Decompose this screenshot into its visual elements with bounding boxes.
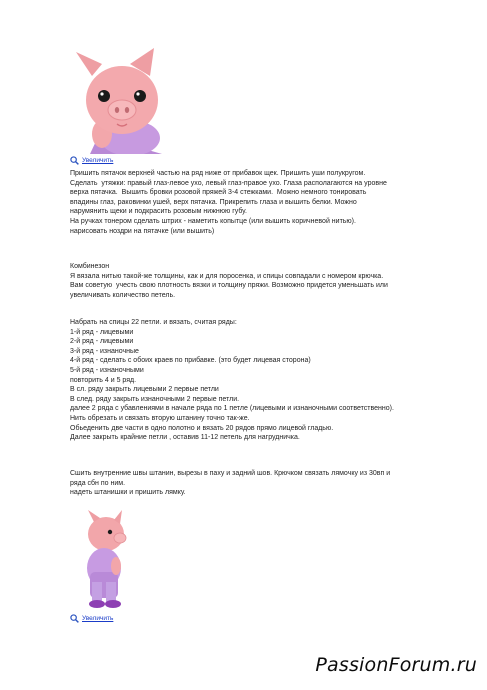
text-line: увеличивать количество петель. (70, 291, 176, 299)
text-line: ряда сбн по ним. (70, 479, 126, 487)
text-line: 3-й ряд - изнаночные (70, 347, 139, 355)
enlarge-link-label[interactable]: Увеличить (82, 157, 114, 164)
text-line: далее 2 ряда с убавлениями в начале ряда по 1 петле (лицевыми и изнаночными соответственно). (70, 405, 394, 413)
text-line: Пришить пятачок верхней частью на ряд ниже от прибавок щек. Пришить уши полукругом. (70, 170, 366, 177)
text-line: нарисовать ноздри на пятачке (или вышить) (70, 227, 215, 235)
enlarge-link-bottom[interactable] (70, 614, 113, 623)
text-line: повторить 4 и 5 ряд. (70, 376, 137, 384)
text-line: Я вязала нитью такой-же толщины, как и для поросенка, и спицы совпадали с номером крючка. (70, 272, 384, 280)
text-line: надеть штанишки и пришить лямку. (70, 489, 186, 497)
text-line: В след. ряду закрыть изнаночными 2 первые петли. (70, 395, 240, 403)
site-watermark: PassionForum.ru (315, 654, 477, 676)
text-line: На ручках тонером сделать штрих - наметить копытце (или вышить коричневой нитью). (70, 217, 356, 225)
enlarge-link-top[interactable] (70, 156, 113, 165)
magnifier-icon (70, 614, 79, 623)
knitting-rows-instructions (70, 318, 465, 443)
text-line: 4-й ряд - сделать с обоих краев по прибавке. (это будет лицевая сторона) (70, 357, 311, 365)
text-line: В сл. ряду закрыть лицевыми 2 первые петли (70, 386, 219, 394)
text-line: впадины глаз, раковинки ушей, верх пятачка. Прикрепить глаза и вышить белки. Можно (70, 198, 357, 206)
magnifier-icon (70, 156, 79, 165)
section-title: Комбинезон (70, 263, 110, 270)
text-line: Нить обрезать и связать вторую штанину точно так-же. (70, 414, 250, 422)
text-line: 5-й ряд - изнаночными (70, 366, 144, 374)
text-line: нарумянить щеки и подкрасить розовым нижнюю губу. (70, 208, 247, 216)
text-line: Сделать утяжки: правый глаз-левое ухо, левый глаз-правое ухо. Глаза располагаются на уровне (70, 179, 387, 187)
text-line: 1-й ряд - лицевыми (70, 328, 134, 336)
text-line: Набрать на спицы 22 петли. и вязать, считая ряды: (70, 319, 237, 326)
text-line: Вам советую учесть свою плотность вязки и толщину пряжи. Возможно придется уменьшать или (70, 282, 388, 290)
pig-head-photo (70, 38, 162, 154)
pig-overalls-photo (70, 508, 136, 612)
eyes-and-face-instructions (70, 169, 465, 236)
text-line: 2-й ряд - лицевыми (70, 338, 134, 346)
text-line: верха пятачка. Вышить бровки розовой пряжей 3-4 стежками. Можно немного тонировать (70, 189, 367, 197)
text-line: Обьеденить две части в одно полотно и вязать 20 рядов прямо лицевой гладью. (70, 424, 334, 432)
assembly-instructions (70, 469, 465, 498)
enlarge-link-label[interactable]: Увеличить (82, 615, 114, 622)
overalls-intro (70, 262, 465, 300)
text-line: Далее закрыть крайние петли , оставив 11-12 петель для нагрудничка. (70, 434, 300, 442)
text-line: Сшить внутренние швы штанин, вырезы в паху и задний шов. Крючком связать лямочку из 30вп и (70, 470, 391, 477)
